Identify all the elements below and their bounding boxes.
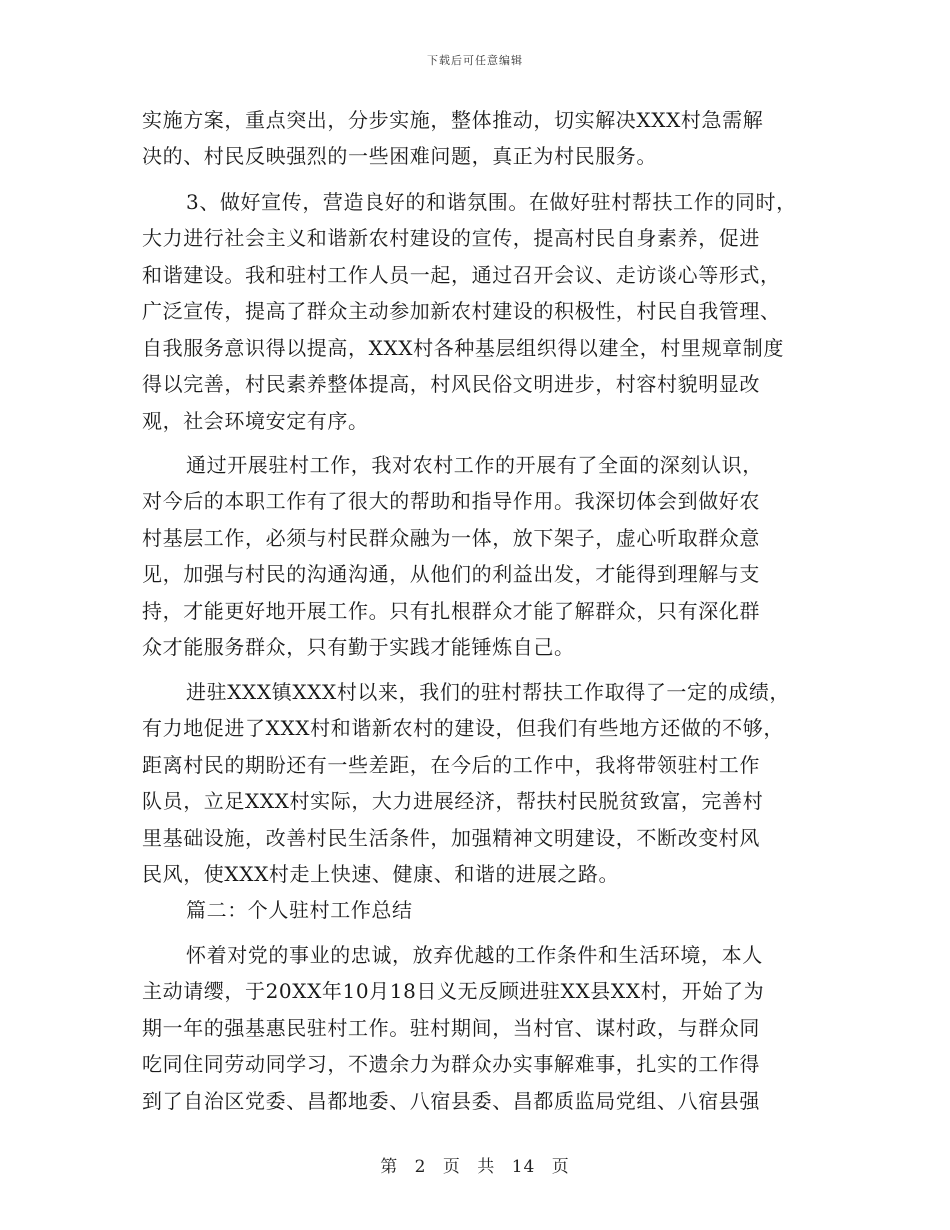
text-line: 队员，立足XXX村实际，大力进展经济，帮扶村民脱贫致富，完善村 (142, 789, 764, 813)
text-line: 众才能服务群众，只有勤于实践才能锤炼自己。 (142, 635, 575, 659)
text-line: 和谐建设。我和驻村工作人员一起，通过召开会议、走访谈心等形式， (142, 263, 781, 287)
footer-total-pages: 14 (511, 1157, 536, 1177)
text-line: 实施方案，重点突出，分步实施，整体推动，切实解决XXX村急需解 (142, 108, 764, 132)
page-header-note: 下载后可任意编辑 (427, 54, 523, 67)
text-line: 怀着对党的事业的忠诚，放弃优越的工作条件和生活环境，本人 (186, 943, 763, 967)
text-line: 距离村民的期盼还有一些差距，在今后的工作中，我将带领驻村工作 (142, 753, 760, 777)
text-line: 民风，使XXX村走上快速、健康、和谐的进展之路。 (142, 862, 620, 886)
text-line: 3、做好宣传，营造良好的和谐氛围。在做好驻村帮扶工作的同时， (186, 190, 797, 214)
text-line: 自我服务意识得以提高，XXX村各种基层组织得以建全，村里规章制度 (142, 336, 784, 360)
text-line: 决的、村民反映强烈的一些困难问题，真正为村民服务。 (142, 144, 657, 168)
text-line: 广泛宣传，提高了群众主动参加新农村建设的积极性，村民自我管理、 (142, 299, 781, 323)
text-line: 大力进行社会主义和谐新农村建设的宣传，提高村民自身素养，促进 (142, 226, 760, 250)
text-line: 得以完善，村民素养整体提高，村风民俗文明进步，村容村貌明显改 (142, 372, 760, 396)
text-line: 吃同住同劳动同学习，不遗余力为群众办实事解难事，扎实的工作得 (142, 1052, 760, 1076)
text-line: 期一年的强基惠民驻村工作。驻村期间，当村官、谋村政，与群众同 (142, 1016, 760, 1040)
footer-page-number: 2 (414, 1157, 427, 1177)
footer-di: 第 (380, 1157, 399, 1177)
text-line: 主动请缨，于20XX年10月18日义无反顾进驻XX县XX村，开始了为 (142, 979, 765, 1003)
text-line: 村基层工作，必须与村民群众融为一体，放下架子，虚心听取群众意 (142, 526, 760, 550)
page-footer (0, 1152, 950, 1177)
text-line: 有力地促进了XXX村和谐新农村的建设，但我们有些地方还做的不够， (142, 716, 784, 740)
text-line: 通过开展驻村工作，我对农村工作的开展有了全面的深刻认识， (186, 453, 763, 477)
footer-gong: 共 (477, 1157, 496, 1177)
text-line: 见，加强与村民的沟通沟通，从他们的利益出发，才能得到理解与支 (142, 562, 760, 586)
section-heading: 篇二：个人驻村工作总结 (186, 898, 413, 922)
text-line: 持，才能更好地开展工作。只有扎根群众才能了解群众，只有深化群 (142, 599, 760, 623)
text-line: 观，社会环境安定有序。 (142, 409, 369, 433)
footer-ye: 页 (551, 1157, 570, 1177)
text-line: 到了自治区党委、昌都地委、八宿县委、昌都质监局党组、八宿县强 (142, 1089, 760, 1113)
text-line: 对今后的本职工作有了很大的帮助和指导作用。我深切体会到做好农 (142, 489, 760, 513)
footer-ye: 页 (442, 1157, 461, 1177)
text-line: 进驻XXX镇XXX村以来，我们的驻村帮扶工作取得了一定的成绩， (186, 680, 791, 704)
text-line: 里基础设施，改善村民生活条件，加强精神文明建设，不断改变村风 (142, 826, 760, 850)
